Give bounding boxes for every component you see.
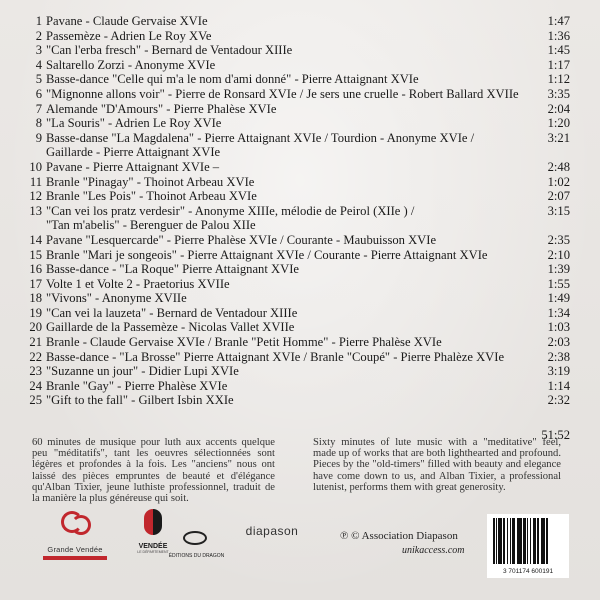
track-duration: 1:14: [547, 378, 570, 393]
track-number: 8: [35, 116, 42, 131]
track-title: "La Souris" - Adrien Le Roy XVIe: [46, 116, 222, 131]
barcode-bar: [535, 518, 536, 564]
editions-du-dragon-logo: [160, 529, 230, 565]
track-title: Branle - Claude Gervaise XVIe / Branle "Petit Homme" - Pierre Phalèse XVIe: [46, 335, 442, 350]
copyright: ℗ © Association Diapason: [340, 530, 458, 542]
barcode-bar: [541, 518, 542, 564]
track-duration: 2:03: [547, 335, 570, 350]
track-duration: 2:04: [547, 101, 570, 116]
barcode-number: 3 701174 600191: [502, 568, 554, 575]
track-row: [0, 393, 600, 408]
track-duration: 1:55: [547, 276, 570, 291]
track-number: 1: [35, 14, 42, 28]
track-title: Branle "Les Pois" - Thoinot Arbeau XVIe: [46, 189, 257, 204]
track-row: [0, 291, 600, 306]
track-title: "Can vei la lauzeta" - Bernard de Ventadour XIIIe: [46, 305, 298, 320]
track-list: [0, 14, 600, 408]
track-row: [0, 335, 600, 350]
track-row: [0, 189, 600, 204]
track-duration: 2:35: [547, 232, 570, 247]
track-row: [0, 277, 600, 292]
barcode-bar: [537, 518, 539, 564]
track-title-continued: "Tan m'abelis" - Berenguer de Palou XIIe: [46, 218, 256, 233]
track-number: 21: [29, 335, 42, 350]
track-row: [0, 43, 600, 58]
dragon-icon: [183, 531, 207, 545]
track-row: [0, 160, 600, 175]
website-link[interactable]: unikaccess.com: [402, 545, 465, 556]
track-number: 17: [29, 276, 42, 291]
track-duration: 1:12: [547, 72, 570, 87]
track-title: Basse-dance "Celle qui m'a le nom d'ami donné" - Pierre Attaignant XVIe: [46, 72, 419, 87]
track-duration: 1:45: [547, 43, 570, 58]
track-title: "Gift to the fall" - Gilbert Isbin XXIe: [46, 393, 234, 408]
barcode: [487, 514, 569, 578]
track-title: Basse-dance - "La Brosse" Pierre Attaignant XVIe / Branle "Coupé" - Pierre Phalèze XVIe: [46, 349, 505, 364]
track-number: 19: [29, 305, 42, 320]
track-title: "Suzanne un jour" - Didier Lupi XVIe: [46, 364, 239, 379]
track-number: 11: [29, 174, 42, 189]
track-duration: 1:39: [547, 262, 570, 277]
track-title: Pavane - Pierre Attaignant XVIe –: [46, 159, 220, 174]
track-number: 23: [29, 364, 42, 379]
track-number: 22: [29, 349, 42, 364]
barcode-bar: [530, 518, 531, 564]
barcode-bar: [501, 518, 502, 564]
track-row: [0, 87, 600, 102]
track-duration: 1:34: [547, 305, 570, 320]
track-title: Saltarello Zorzi - Anonyme XVIe: [46, 57, 216, 72]
track-title: Basse-danse "La Magdalena" - Pierre Attaignant XVIe / Tourdion - Anonyme XVIe /: [46, 130, 475, 145]
track-number: 9: [35, 130, 42, 145]
track-duration: 1:03: [547, 320, 570, 335]
track-duration: 2:10: [547, 247, 570, 262]
barcode-bar: [503, 518, 505, 564]
track-row: [0, 116, 600, 131]
track-number: 13: [29, 203, 42, 218]
track-number: 4: [35, 57, 42, 72]
track-number: 3: [35, 43, 42, 58]
track-number: 5: [35, 72, 42, 87]
track-row: [0, 379, 600, 394]
track-title: Branle "Pinagay" - Thoinot Arbeau XVIe: [46, 174, 255, 189]
track-number: 15: [29, 247, 42, 262]
track-number: 12: [29, 189, 42, 204]
track-title: Pavane - Claude Gervaise XVIe: [46, 14, 208, 28]
track-number: 25: [29, 393, 42, 408]
track-duration: 3:19: [547, 364, 570, 379]
track-number: 2: [35, 28, 42, 43]
track-title: Basse-dance - "La Roque" Pierre Attaignant XVIe: [46, 262, 299, 277]
diapason-logo: [237, 524, 307, 538]
track-duration: 1:17: [547, 57, 570, 72]
track-row: [0, 320, 600, 335]
track-row: [0, 306, 600, 321]
track-title: "Mignonne allons voir" - Pierre de Ronsard XVIe / Je sers une cruelle - Robert Ballard XVIIe: [46, 86, 519, 101]
track-row: [0, 29, 600, 44]
track-row: [0, 131, 600, 160]
vendee-label: VENDÉE: [138, 543, 168, 550]
track-duration: 2:32: [547, 393, 570, 408]
grande-vendee-bar: [43, 556, 107, 560]
track-number: 16: [29, 262, 42, 277]
barcode-bar: [514, 518, 515, 564]
track-duration: 2:38: [547, 349, 570, 364]
track-duration: 2:48: [547, 159, 570, 174]
track-duration: 1:02: [547, 174, 570, 189]
barcode-bar: [507, 518, 508, 564]
editions-label: ÉDITIONS DU DRAGON: [168, 553, 225, 560]
diapason-label: diapason: [245, 524, 299, 538]
track-title: "Can l'erba fresch" - Bernard de Ventadour XIIIe: [46, 43, 293, 58]
description-french: 60 minutes de musique pour luth aux accents quelque peu "méditatifs", tant les oeuvres sélectionnées sont légères et profondes à la fois. Les "anciens" nous ont laissé des pièces empruntes de beauté et d'élégance qu'Alban Tixier, jeune luthiste professionnel, traduit de la manière la plus généreuse qui soit.: [32, 437, 275, 505]
track-row: [0, 248, 600, 263]
track-row: [0, 72, 600, 87]
track-row: [0, 102, 600, 117]
track-duration: 1:49: [547, 291, 570, 306]
barcode-bars: [493, 518, 563, 564]
vendee-sublabel: LE DÉPARTEMENT: [137, 550, 169, 554]
barcode-bar: [546, 518, 548, 564]
track-title: Volte 1 et Volte 2 - Praetorius XVIIe: [46, 276, 230, 291]
track-duration: 3:15: [547, 203, 570, 218]
track-row: [0, 14, 600, 29]
track-duration: 1:47: [547, 14, 570, 28]
track-duration: 3:35: [547, 86, 570, 101]
track-title: "Vivons" - Anonyme XVIIe: [46, 291, 187, 306]
track-row: [0, 58, 600, 73]
grande-vendee-logo: [30, 505, 120, 560]
track-number: 18: [29, 291, 42, 306]
track-duration: 1:36: [547, 28, 570, 43]
grande-vendee-label: Grande Vendée: [47, 545, 103, 554]
track-title: Pavane "Lesquercarde" - Pierre Phalèse XVIe / Courante - Maubuisson XVIe: [46, 232, 437, 247]
track-row: [0, 204, 600, 233]
track-row: [0, 262, 600, 277]
track-row: [0, 175, 600, 190]
track-duration: 1:20: [547, 116, 570, 131]
barcode-bar: [523, 518, 524, 564]
track-number: 7: [35, 101, 42, 116]
track-number: 10: [29, 159, 42, 174]
track-number: 20: [29, 320, 42, 335]
track-duration: 2:07: [547, 189, 570, 204]
track-title: "Can vei los pratz verdesir" - Anonyme XIIIe, mélodie de Peirol (XIIe ) /: [46, 203, 415, 218]
description-english: Sixty minutes of lute music with a "meditative" feel, made up of works that are both lighthearted and profound. Pieces by the "old-timers" filled with beauty and elegance have come down to us, and Alban Tixier, a professional lutenist, performs them with great generosity.: [313, 437, 561, 493]
track-title-continued: Gaillarde - Pierre Attaignant XVIe: [46, 145, 221, 160]
heart-icon: [58, 505, 92, 539]
barcode-bar: [527, 518, 528, 564]
track-duration: 3:21: [547, 130, 570, 145]
track-title: Branle "Gay" - Pierre Phalèse XVIe: [46, 378, 228, 393]
track-row: [0, 364, 600, 379]
track-title: Gaillarde de la Passemèze - Nicolas Vallet XVIIe: [46, 320, 295, 335]
track-number: 6: [35, 86, 42, 101]
barcode-bar: [496, 518, 497, 564]
track-number: 24: [29, 378, 42, 393]
track-title: Passemèze - Adrien Le Roy XVe: [46, 28, 212, 43]
track-number: 14: [29, 232, 42, 247]
track-title: Alemande "D'Amours" - Pierre Phalèse XVIe: [46, 101, 277, 116]
track-row: [0, 350, 600, 365]
track-title: Branle "Mari je songeois" - Pierre Attaignant XVIe / Courante - Pierre Attaignant XVIe: [46, 247, 488, 262]
track-row: [0, 233, 600, 248]
total-duration: 51:52: [541, 428, 570, 442]
